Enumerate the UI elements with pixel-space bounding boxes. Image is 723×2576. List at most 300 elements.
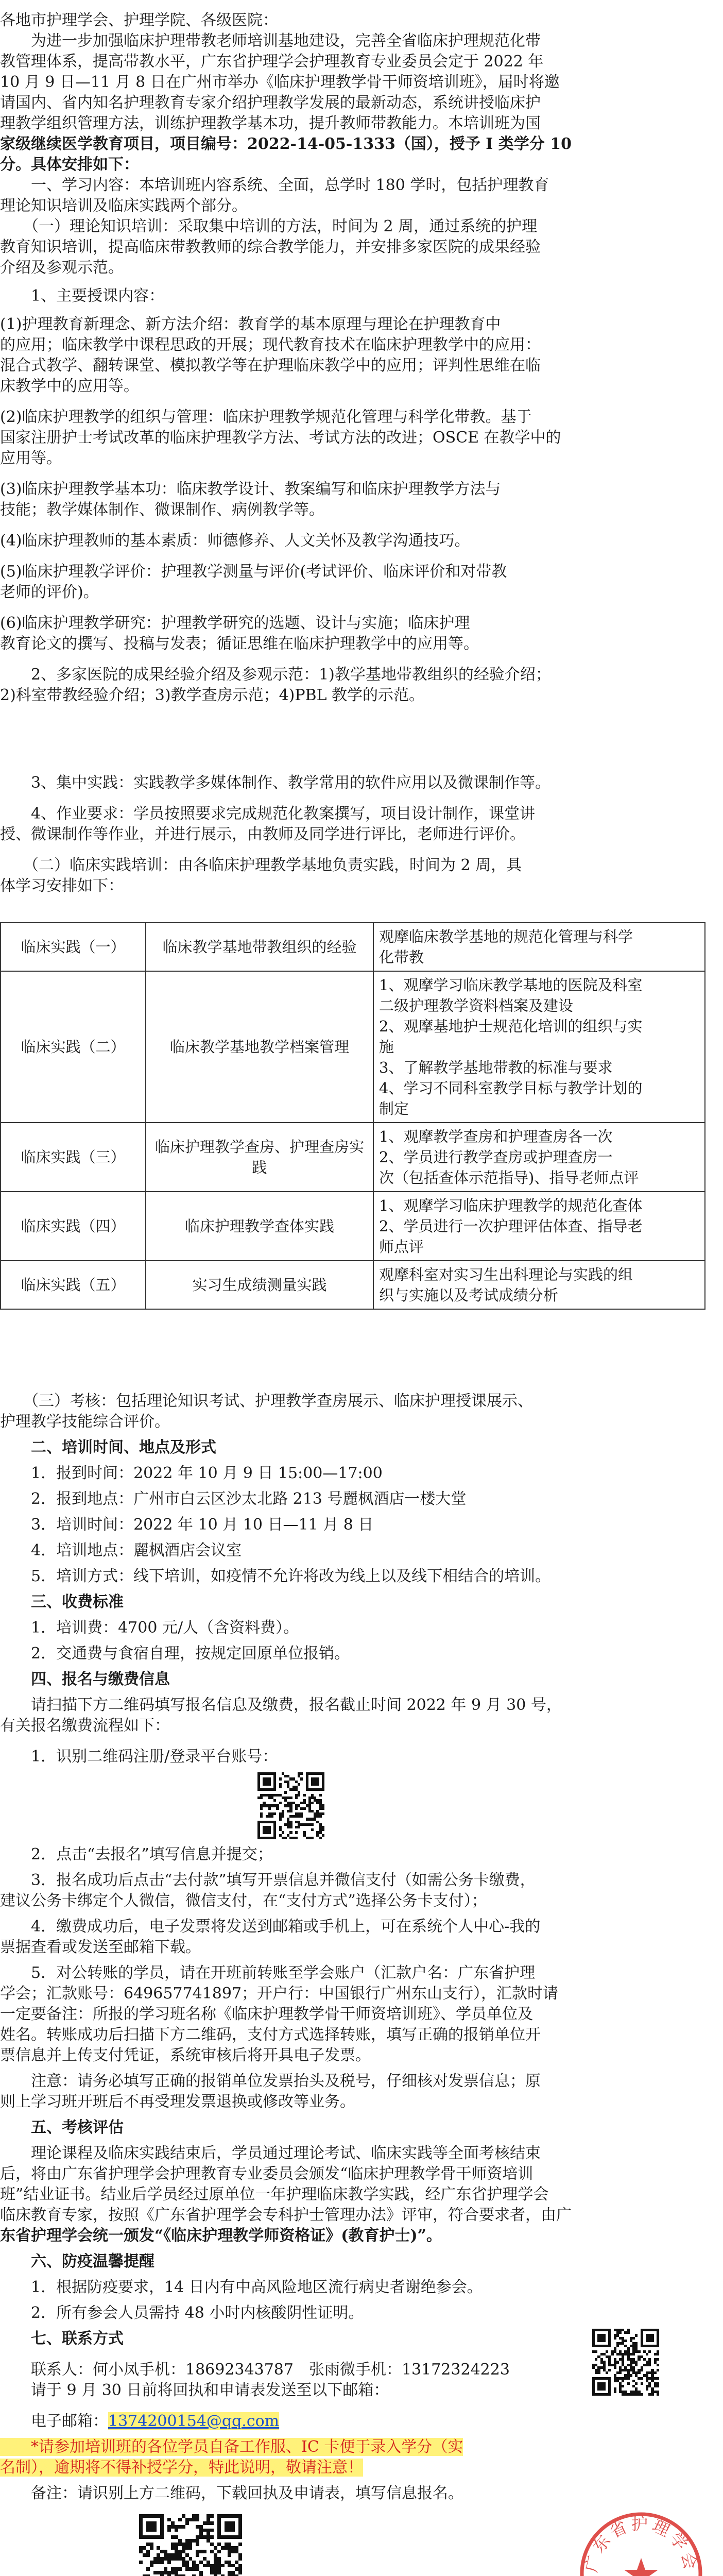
qr-module [182, 2561, 185, 2564]
qr-module [150, 2543, 153, 2546]
qr-module [300, 1777, 303, 1780]
qr-module [196, 2550, 199, 2553]
qr-module [210, 2550, 214, 2553]
qr-module [303, 1794, 305, 1797]
contact-email-note: 请于 9 月 30 日前将回执和申请表发送至以下邮箱： [0, 2381, 389, 2399]
fee-line: 2．交通费与食宿自理，按规定回原单位报销。 [0, 1645, 350, 1663]
qr-module [641, 2382, 643, 2385]
qr-module [298, 1826, 300, 1828]
qr-module [657, 2358, 659, 2361]
qr-module [630, 2374, 632, 2377]
contact-phones: 联系人：何小凤手机：18692343787 张雨微手机：13172324223 [0, 2361, 510, 2379]
qr-module [263, 1777, 271, 1786]
qr-module [182, 2543, 185, 2546]
qr-module [150, 2564, 153, 2568]
content-item-2: 国家注册护士考试改革的临床护理教学方法、考试方法的改进；OSCE 在教学中的 [0, 429, 561, 447]
qr-module [185, 2521, 189, 2525]
intro-line: 请国内、省内知名护理教育专家介绍护理教学发展的最新动态，系统讲授临床护 [0, 94, 541, 112]
qr-module [164, 2557, 167, 2561]
qr-module [199, 2561, 203, 2564]
qr-module [196, 2514, 199, 2518]
qr-module [175, 2546, 178, 2550]
intro-line: 10 月 9 日—11 月 8 日在广州市举办《临床护理教学骨干师资培训班》，届时将邀 [0, 73, 560, 91]
qr-module [185, 2543, 189, 2546]
qr-module [651, 2393, 653, 2396]
qr-module [217, 2571, 221, 2574]
qr-module [322, 1812, 324, 1815]
qr-module [311, 1802, 314, 1804]
qr-module [217, 2561, 221, 2564]
qr-module [225, 2561, 228, 2564]
qr-module [210, 2571, 214, 2574]
qr-module [178, 2543, 182, 2546]
qr-module [271, 1815, 273, 1818]
qr-module [189, 2546, 193, 2550]
theory-line: 介绍及参观示范。 [0, 259, 124, 277]
qr-module [238, 2571, 242, 2574]
qr-module [206, 2535, 210, 2539]
qr-module [143, 2546, 146, 2550]
qr-module [175, 2525, 178, 2529]
qr-module [638, 2350, 640, 2353]
remark-line: 备注：请识别上方二维码，下载回执及申请表，填写信息报名。 [0, 2484, 463, 2502]
qr-module [203, 2557, 206, 2561]
qr-module [143, 2553, 146, 2557]
evaluation-line: 理论课程及临床实践结束后，学员通过理论考试、临床实践等全面考核结束 [0, 2144, 541, 2162]
qr-module [185, 2518, 189, 2521]
qr-module [632, 2353, 635, 2355]
qr-module [160, 2561, 164, 2564]
qr-module [178, 2550, 182, 2553]
qr-module [185, 2561, 189, 2564]
qr-module [178, 2567, 182, 2571]
qr-module [146, 2567, 150, 2571]
section-1-line: 一、学习内容：本培训班内容系统、全面，总学时 180 学时，包括护理教育 [0, 176, 549, 194]
content-item-5: (5)临床护理教学评价：护理教学测量与评价(考试评价、临床评价和对带教 [0, 563, 507, 581]
qr-module [157, 2546, 160, 2550]
qr-module [157, 2553, 160, 2557]
intro-line: 教管理体系，提高带教水平，广东省护理学会护理教育专业委员会定于 2022 年 [0, 53, 544, 71]
qr-module [657, 2364, 659, 2366]
qr-module [228, 2553, 231, 2557]
qr-module [196, 2543, 199, 2546]
qr-module [238, 2567, 242, 2571]
qr-module [167, 2561, 171, 2564]
qr-module [175, 2529, 178, 2532]
content-item-2: 应用等。 [0, 449, 62, 467]
payment-qr-code[interactable] [139, 2514, 242, 2576]
qr-module [185, 2553, 189, 2557]
content-item-5: 老师的评价)。 [0, 583, 99, 601]
homework-line: 4、作业要求：学员按照要求完成规范化教案撰写，项目设计制作，课堂讲 [0, 805, 536, 823]
qr-module [167, 2553, 171, 2557]
qr-module [171, 2557, 175, 2561]
qr-module [592, 2329, 595, 2347]
qr-module [238, 2553, 242, 2557]
qr-module [268, 1807, 271, 1810]
qr-module [635, 2364, 638, 2366]
qr-module [139, 2561, 143, 2564]
registration-line: 有关报名缴费流程如下： [0, 1717, 170, 1735]
content-item-6: (6)临床护理教学研究：护理教学研究的选题、设计与实施；临床护理 [0, 614, 470, 632]
qr-module [635, 2382, 638, 2385]
qr-module [641, 2369, 643, 2371]
qr-module [217, 2550, 221, 2553]
qr-module [153, 2571, 157, 2574]
qr-module [322, 1807, 324, 1810]
qr-module [595, 2350, 597, 2353]
section-4-title: 四、报名与缴费信息 [0, 1670, 170, 1688]
qr-module [214, 2553, 217, 2557]
qr-module [210, 2567, 214, 2571]
qr-module [210, 2564, 214, 2568]
qr-module [319, 1837, 322, 1839]
qr-module [157, 2557, 160, 2561]
qr-module [210, 2535, 214, 2539]
qr-module [311, 1837, 314, 1839]
assessment-line: （三）考核：包括理论知识考试、护理教学查房展示、临床护理授课展示、 [0, 1392, 533, 1410]
qr-module [206, 2514, 210, 2518]
invoice-note: 则上学习班开班后不再受理发票退换或修改等业务。 [0, 2093, 355, 2111]
qr-module [185, 2539, 189, 2543]
qr-module [196, 2564, 199, 2568]
qr-module [235, 2567, 238, 2571]
qr-module [608, 2377, 611, 2396]
qr-module [319, 1794, 322, 1797]
qr-module [614, 2366, 616, 2369]
qr-module [175, 2550, 178, 2553]
qr-module [646, 2353, 648, 2355]
qr-module [608, 2329, 611, 2347]
qr-module [192, 2539, 196, 2543]
qr-module [214, 2561, 217, 2564]
qr-module [150, 2546, 153, 2550]
registration-step: 4．缴费成功后，电子发票将发送到邮箱或手机上，可在系统个人中心-我的 [0, 1918, 541, 1936]
qr-module [235, 2550, 238, 2553]
content-item-1: 床教学中的应用等。 [0, 377, 139, 395]
qr-module [221, 2546, 225, 2550]
qr-module [635, 2334, 638, 2336]
qr-module [217, 2567, 221, 2571]
qr-module [199, 2529, 203, 2532]
qr-module [214, 2546, 217, 2550]
hospital-experience: 2、多家医院的成果经验介绍及参观示范：1)教学基地带教组织的经验介绍； [0, 666, 551, 684]
clinical-training-line: 体学习安排如下： [0, 877, 124, 895]
email-row [0, 2411, 279, 2432]
qr-module [641, 2329, 643, 2347]
qr-module [178, 2518, 182, 2521]
qr-module [214, 2571, 217, 2574]
clinical-training-line: （二）临床实践培训：由各临床护理教学基地负责实践，时间为 2 周，具 [0, 856, 522, 874]
qr-module [206, 2561, 210, 2564]
form-download-qr-code[interactable] [592, 2329, 659, 2396]
qr-module [182, 2557, 185, 2561]
qr-module [185, 2564, 189, 2568]
covid-line: 2．所有参会人员需持 48 小时内核酸阴性证明。 [0, 2304, 364, 2322]
transfer-line: 票信息并上传支付凭证，系统审核后将开具电子发票。 [0, 2046, 371, 2064]
qr-module [178, 2539, 182, 2543]
theory-line: （一）理论知识培训：采取集中培训的方法，时间为 2 周，通过系统的护理 [0, 217, 538, 235]
transfer-line: 5．对公转账的学员，请在开班前转账至学会账户（汇款户名：广东省护理 [0, 1964, 536, 1982]
qr-module [648, 2364, 651, 2366]
registration-line: 请扫描下方二维码填写报名信息及缴费，报名截止时间 2022 年 9 月 30 号， [0, 1696, 562, 1714]
qr-module [196, 2525, 199, 2529]
qr-module [238, 2543, 242, 2546]
content-item-6: 教育论文的撰写、投稿与发表；循证思维在临床护理教学中的应用等。 [0, 635, 479, 653]
qr-module [203, 2564, 206, 2568]
qr-module [282, 1831, 284, 1834]
practice-line: 3、集中实践：实践教学多媒体制作、教学常用的软件应用以及微课制作等。 [0, 774, 551, 792]
qr-module [160, 2514, 164, 2539]
qr-module [624, 2340, 627, 2342]
qr-module [284, 1837, 287, 1839]
qr-module [289, 1826, 292, 1828]
qr-module [273, 1772, 276, 1791]
qr-module [199, 2571, 203, 2574]
qr-module [178, 2553, 182, 2557]
qr-module [167, 2557, 171, 2561]
qr-module [231, 2546, 235, 2550]
qr-module [206, 2539, 210, 2543]
clinical-practice-table [0, 922, 705, 1310]
notice-line: *请参加培训班的各位学员自备工作服、IC 卡便于录入学分（实 [0, 2438, 463, 2456]
qr-module [185, 2567, 189, 2571]
qr-module [199, 2525, 203, 2529]
content-item-1: 混合式教学、翻转课堂、模拟教学等在护理临床教学中的应用；评判性思维在临 [0, 357, 541, 375]
qr-module [139, 2546, 143, 2550]
qr-module [175, 2553, 178, 2557]
qr-module [228, 2561, 231, 2564]
content-item-2: (2)临床护理教学的组织与管理：临床护理教学规范化管理与科学化带教。基于 [0, 408, 532, 426]
transfer-line: 学会；汇款账号：649657741897；开户行：中国银行广州东山支行），汇款时请 [0, 1985, 559, 2003]
training-mode: 5．培训方式：线下培训，如疫情不允许将改为线上以及线下相结合的培训。 [0, 1567, 551, 1585]
qr-module [638, 2371, 640, 2374]
qr-module [157, 2571, 160, 2574]
qr-module [279, 1786, 282, 1788]
qr-module [199, 2532, 203, 2535]
qr-module [592, 2377, 595, 2396]
qr-module [231, 2571, 235, 2574]
qr-module [295, 1831, 298, 1834]
registration-step: 建议公务卡绑定个人微信，微信支付，在“支付方式”选择公务卡支付）； [0, 1892, 487, 1910]
qr-module [206, 2529, 210, 2532]
qr-module [160, 2571, 164, 2574]
qr-module [619, 2371, 622, 2374]
qr-module [295, 1797, 298, 1799]
qr-module [171, 2525, 175, 2529]
qr-module [273, 1812, 276, 1815]
qr-module [638, 2358, 640, 2361]
qr-module [260, 1807, 263, 1810]
qr-module [199, 2550, 203, 2553]
qr-module [210, 2543, 214, 2546]
qr-module [646, 2387, 648, 2390]
qr-module [214, 2564, 217, 2568]
qr-module [608, 2369, 611, 2371]
qr-module [175, 2567, 178, 2571]
qr-module [300, 1772, 303, 1775]
qr-module [627, 2331, 630, 2334]
qr-module [238, 2514, 242, 2539]
qr-module [235, 2546, 238, 2550]
evaluation-line: 东省护理学会统一颁发“《临床护理教学师资格证》(教育护士)”。 [0, 2227, 442, 2245]
qr-module [597, 2334, 606, 2342]
qr-module [641, 2393, 643, 2396]
email-link[interactable]: 1374200154@qq.com [108, 2412, 280, 2430]
registration-step: 2．点击“去报名”填写信息并提交； [0, 1845, 273, 1863]
qr-module [171, 2535, 175, 2539]
qr-module [616, 2345, 619, 2347]
section-2-title: 二、培训时间、地点及形式 [0, 1438, 216, 1456]
invoice-note: 注意：请务必填写正确的报销单位发票抬头及税号，仔细核对发票信息；原 [0, 2072, 541, 2090]
qr-module [171, 2567, 175, 2571]
qr-module [214, 2557, 217, 2561]
qr-module [238, 2557, 242, 2561]
qr-module [139, 2514, 143, 2539]
qr-module [311, 1823, 314, 1826]
evaluation-line: 后，将由广东省护理学会护理教育专业委员会颁发“临床护理教学骨干师资培训 [0, 2165, 533, 2183]
qr-module [632, 2337, 635, 2340]
email-label: 电子邮箱： [0, 2412, 108, 2430]
qr-module [146, 2550, 150, 2553]
qr-module [648, 2350, 651, 2353]
qr-module [206, 2521, 210, 2525]
qr-module [295, 1837, 298, 1839]
qr-module [206, 2518, 210, 2521]
content-item-3: (3)临床护理教学基本功：临床教学设计、教案编写和临床护理教学方法与 [0, 480, 501, 498]
qr-module [192, 2564, 196, 2568]
qr-module [164, 2553, 167, 2557]
qr-module [196, 2567, 199, 2571]
qr-module [260, 1797, 263, 1799]
qr-module [175, 2543, 178, 2546]
content-title: 1、主要授课内容： [0, 287, 165, 305]
qr-module [182, 2546, 185, 2550]
qr-module [627, 2377, 630, 2380]
qr-module [289, 1831, 292, 1834]
qr-module [322, 1828, 324, 1831]
qr-module [289, 1797, 292, 1799]
qr-module [171, 2546, 175, 2550]
qr-module [146, 2521, 157, 2532]
qr-module [300, 1815, 303, 1818]
qr-module [189, 2557, 193, 2561]
qr-module [171, 2543, 175, 2546]
registration-qr-code[interactable] [257, 1772, 324, 1839]
qr-module [175, 2571, 178, 2574]
qr-module [182, 2514, 185, 2518]
qr-module [199, 2535, 203, 2539]
qr-module [228, 2546, 231, 2550]
table-row: 临床实践（三） 临床护理教学查房、护理查房实践 1、观摩教学查房和护理查房各一次 2、学员进行教学查房或护理查房一 次（包括查体示范指导)、指导老师点评 [1, 1123, 705, 1192]
qr-module [619, 2331, 622, 2334]
qr-module [189, 2539, 193, 2543]
qr-module [150, 2561, 153, 2564]
qr-module [196, 2539, 199, 2543]
qr-module [606, 2350, 608, 2353]
qr-module [225, 2521, 235, 2532]
qr-module [311, 1828, 314, 1831]
qr-module [182, 2525, 185, 2529]
qr-module [171, 2553, 175, 2557]
content-item-3: 技能；教学媒体制作、微课制作、病例教学等。 [0, 501, 324, 519]
report-time: 1．报到时间：2022 年 10 月 9 日 15:00—17:00 [0, 1464, 383, 1482]
salutation: 各地市护理学会、护理学院、各级医院： [0, 11, 278, 29]
qr-module [206, 2532, 210, 2535]
qr-module [657, 2329, 659, 2347]
qr-module [192, 2567, 196, 2571]
fee-line: 1．培训费：4700 元/人（含资料费）。 [0, 1619, 299, 1637]
qr-module [167, 2518, 171, 2521]
qr-module [164, 2567, 167, 2571]
qr-module [167, 2529, 171, 2532]
section-3-title: 三、收费标准 [0, 1593, 124, 1611]
qr-module [606, 2371, 608, 2374]
qr-module [622, 2385, 624, 2387]
content-item-1: (1)护理教育新理念、新方法介绍：教育学的基本原理与理论在护理教育中 [0, 315, 501, 333]
qr-module [203, 2550, 206, 2553]
qr-module [263, 1826, 271, 1834]
qr-module [616, 2361, 619, 2363]
qr-module [228, 2564, 231, 2568]
qr-module [196, 2535, 199, 2539]
registration-step: 3．报名成功后点击“去付款”填写开票信息并微信支付（如需公务卡缴费， [0, 1871, 536, 1889]
qr-module [189, 2518, 193, 2521]
qr-module [228, 2571, 231, 2574]
qr-module [185, 2546, 189, 2550]
qr-module [257, 1772, 260, 1791]
qr-module [322, 1772, 324, 1791]
table-row: 临床实践（二） 临床教学基地教学档案管理 1、观摩学习临床教学基地的医院及科室 二级护理教学资料档案及建设 2、观摩基地护士规范化培训的组织与实 施 3、了解教学基地带教的标准与要求 4、学习不同科室教学目标与教学计划的 制定 [1, 971, 705, 1123]
qr-module [189, 2543, 193, 2546]
qr-module [203, 2521, 206, 2525]
section-6-title: 六、防疫温馨提醒 [0, 2252, 154, 2270]
qr-module [284, 1791, 287, 1793]
qr-module [203, 2529, 206, 2532]
qr-module [210, 2514, 214, 2518]
qr-module [160, 2550, 164, 2553]
intro-line: 分。具体安排如下： [0, 156, 139, 174]
qr-module [167, 2525, 171, 2529]
qr-module [206, 2564, 210, 2568]
qr-module [319, 1815, 322, 1818]
qr-module [303, 1807, 305, 1810]
qr-module [282, 1815, 284, 1818]
qr-module [298, 1794, 300, 1797]
qr-module [164, 2550, 167, 2553]
qr-module [622, 2380, 624, 2382]
qr-module [210, 2521, 214, 2525]
content-item-4: (4)临床护理教师的基本素质：师德修养、人文关怀及教学沟通技巧。 [0, 532, 470, 550]
notice-line: 名制），逾期将不得补授学分，特此说明，敬请注意！ [0, 2459, 363, 2477]
qr-module [289, 1810, 292, 1812]
qr-module [192, 2518, 196, 2521]
qr-module [182, 2550, 185, 2553]
qr-module [646, 2334, 654, 2342]
hospital-experience: 2)科室带教经验介绍；3)教学查房示范；4)PBL 教学的示范。 [0, 686, 425, 704]
qr-module [273, 1799, 276, 1802]
qr-module [203, 2535, 206, 2539]
assessment-line: 护理教学技能综合评价。 [0, 1413, 170, 1431]
qr-module [217, 2557, 221, 2561]
qr-module [611, 2353, 613, 2355]
qr-module [279, 1777, 282, 1780]
qr-module [189, 2567, 193, 2571]
qr-module [192, 2514, 196, 2518]
qr-module [311, 1777, 319, 1786]
section-5-title: 五、考核评估 [0, 2119, 124, 2137]
qr-module [178, 2525, 182, 2529]
